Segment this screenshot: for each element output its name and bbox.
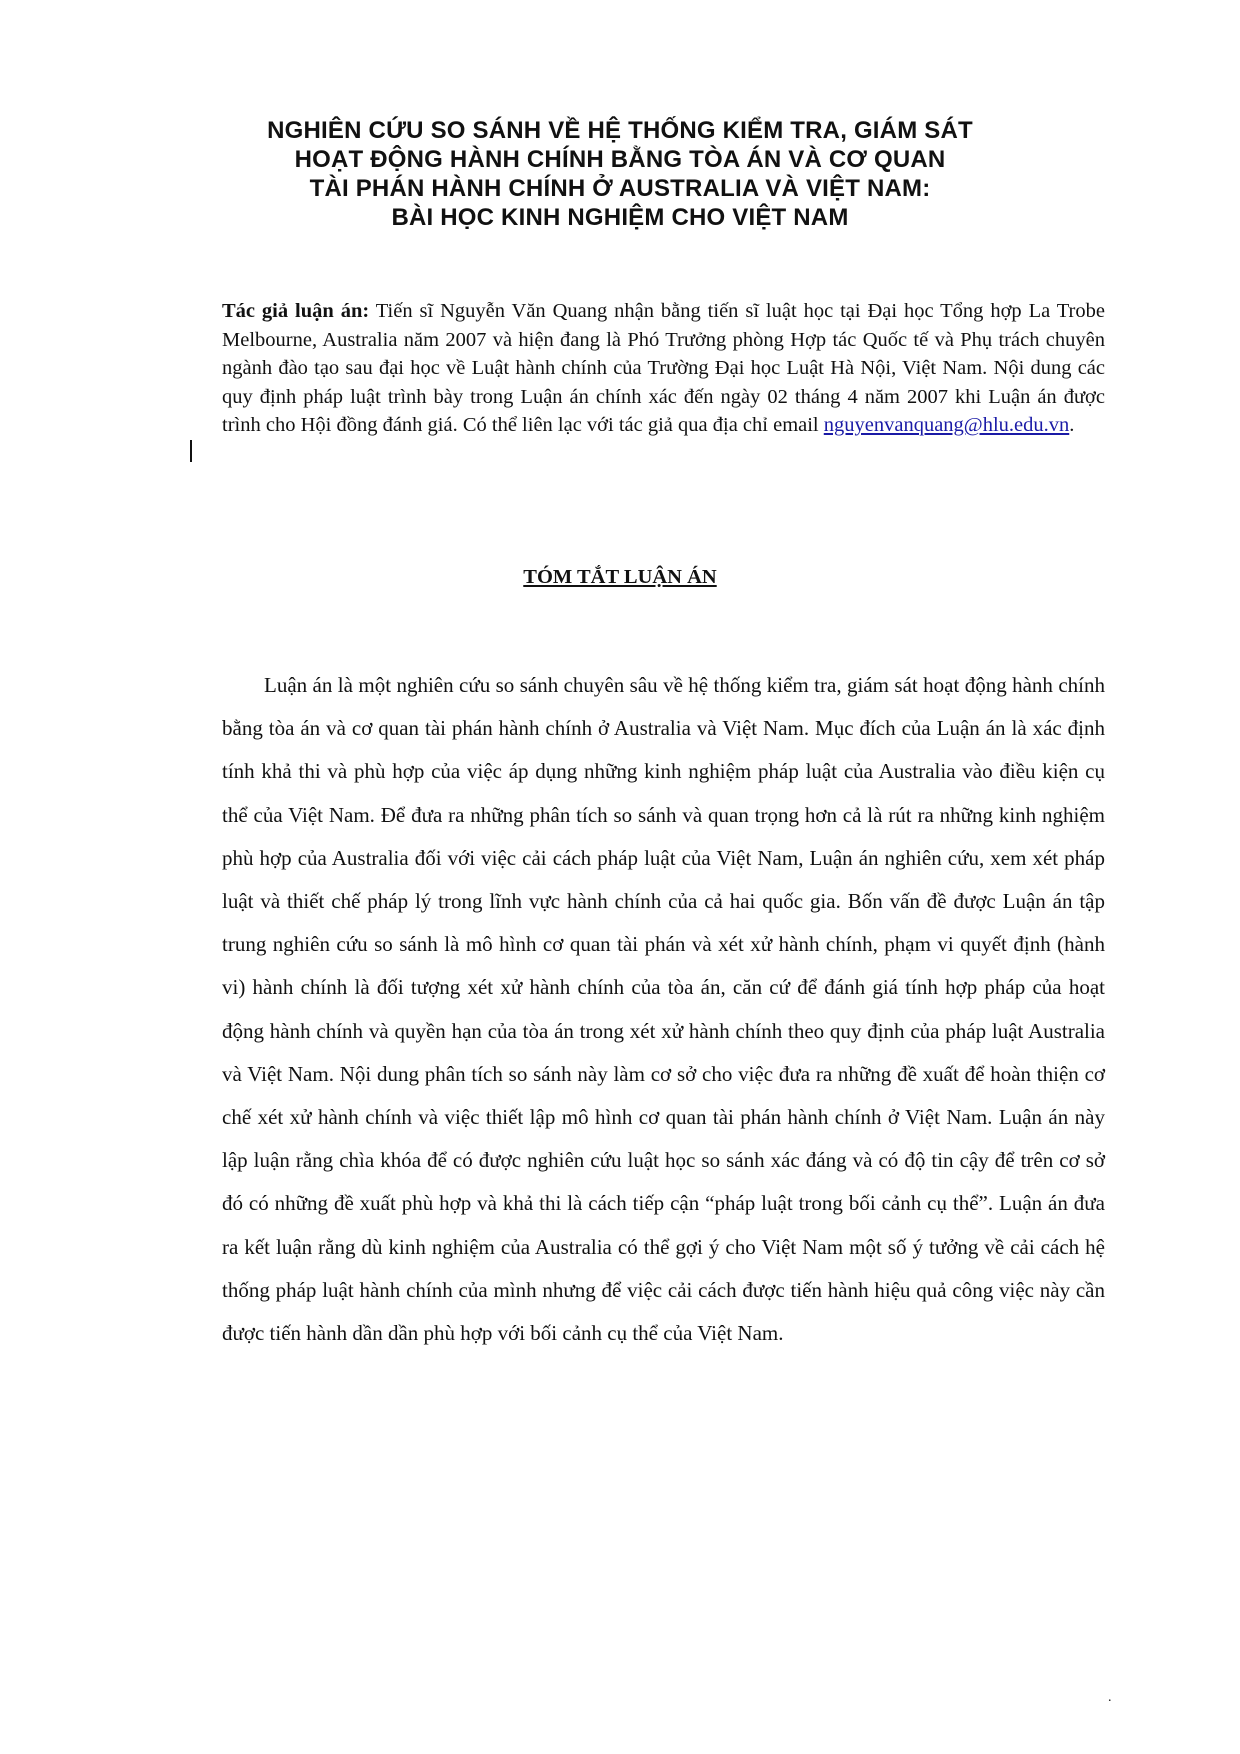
revision-bar [190,440,192,462]
author-paragraph [222,297,1105,440]
title-line-4: BÀI HỌC KINH NGHIỆM CHO VIỆT NAM [391,204,849,231]
author-label: Tác giả luận án: [222,300,370,322]
summary-heading: TÓM TẮT LUẬN ÁN [523,566,717,588]
title-line-1: NGHIÊN CỨU SO SÁNH VỀ HỆ THỐNG KIỂM TRA, GIÁM SÁT [267,117,973,144]
title-line-3: TÀI PHÁN HÀNH CHÍNH Ở AUSTRALIA VÀ VIỆT NAM: [309,175,931,202]
document-title [170,116,1070,232]
summary-paragraph: Luận án là một nghiên cứu so sánh chuyên sâu về hệ thống kiểm tra, giám sát hoạt động hành chính bằng tòa án và cơ quan tài phán hành chính ở Australia và Việt Nam. Mục đích của Luận án là xác định tính khả thi và phù hợp của việc áp dụng những kinh nghiệm pháp luật của Australia vào điều kiện cụ thể của Việt Nam. Để đưa ra những phân tích so sánh và quan trọng hơn cả là rút ra những kinh nghiệm phù hợp của Australia đối với việc cải cách pháp luật của Việt Nam, Luận án nghiên cứu, xem xét pháp luật và thiết chế pháp lý trong lĩnh vực hành chính của cả hai quốc gia. Bốn vấn đề được Luận án tập trung nghiên cứu so sánh là mô hình cơ quan tài phán và xét xử hành chính, phạm vi quyết định (hành vi) hành chính là đối tượng xét xử hành chính của tòa án, căn cứ để đánh giá tính hợp pháp của hoạt động hành chính và quyền hạn của tòa án trong xét xử hành chính theo quy định của pháp luật Australia và Việt Nam. Nội dung phân tích so sánh này làm cơ sở cho việc đưa ra những đề xuất để hoàn thiện cơ chế xét xử hành chính và việc thiết lập mô hình cơ quan tài phán hành chính ở Việt Nam. Luận án này lập luận rằng chìa khóa để có được nghiên cứu luật học so sánh xác đáng và có độ tin cậy để trên cơ sở đó có những đề xuất phù hợp và khả thi là cách tiếp cận “pháp luật trong bối cảnh cụ thể”. Luận án đưa ra kết luận rằng dù kinh nghiệm của Australia có thể gợi ý cho Việt Nam một số ý tưởng về cải cách hệ thống pháp luật hành chính của mình nhưng để việc cải cách được tiến hành hiệu quả công việc này cần được tiến hành dần dần phù hợp với bối cảnh cụ thể của Việt Nam. [222,673,1105,1346]
title-line-2: HOẠT ĐỘNG HÀNH CHÍNH BẰNG TÒA ÁN VÀ CƠ QUAN [294,146,946,173]
author-email-link[interactable]: nguyenvanquang@hlu.edu.vn [823,414,1070,436]
author-text-end: . [1069,414,1075,436]
page-footer-mark: . [1108,1690,1112,1705]
author-text: Tiến sĩ Nguyễn Văn Quang nhận bằng tiến sĩ luật học tại Đại học Tổng hợp La Trobe Melbourne, Australia năm 2007 và hiện đang là Phó Trưởng phòng Hợp tác Quốc tế và Phụ trách chuyên ngành đào tạo sau đại học về Luật hành chính của Trường Đại học Luật Hà Nội, Việt Nam. Nội dung các quy định pháp luật trình bày trong Luận án chính xác đến ngày 02 tháng 4 năm 2007 khi Luận án được trình cho Hội đồng đánh giá. Có thể liên lạc với tác giả qua địa chỉ email [222,300,1105,436]
